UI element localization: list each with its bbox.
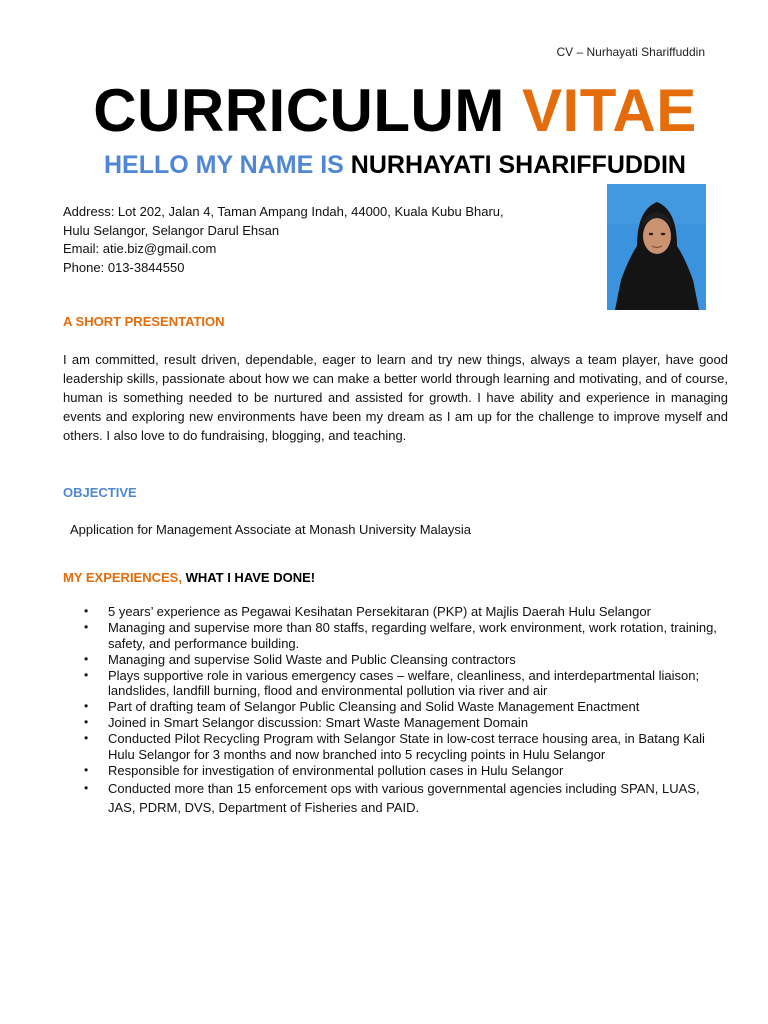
person-name: NURHAYATI SHARIFFUDDIN (350, 151, 686, 179)
name-line (0, 150, 768, 180)
list-item-text: Conducted Pilot Recycling Program with Selangor State in low-cost terrace housing area, in Batang Kali Hulu Selangor for 3 months and now branched into 5 recycling points in Hulu Selangor (108, 731, 705, 762)
list-item (63, 604, 723, 620)
list-item-text: Managing and supervise more than 80 staffs, regarding welfare, work environment, work rotation, training, safety, and performance building. (108, 620, 717, 651)
bullet-icon: • (84, 715, 89, 729)
experience-list (63, 604, 723, 817)
objective-heading: OBJECTIVE (63, 485, 137, 500)
bullet-icon: • (84, 699, 89, 713)
list-item (63, 668, 723, 699)
email-line: Email: atie.biz@gmail.com (63, 241, 217, 256)
document-title (0, 78, 768, 144)
contact-block (63, 203, 583, 277)
bullet-icon: • (84, 620, 89, 634)
presentation-heading: A SHORT PRESENTATION (63, 314, 225, 329)
bullet-icon: • (84, 651, 89, 666)
bullet-icon: • (84, 780, 89, 795)
list-item (63, 731, 723, 762)
list-item (63, 620, 723, 651)
bullet-icon: • (84, 667, 89, 682)
bullet-icon: • (84, 762, 89, 777)
title-part-vitae: VITAE (522, 77, 697, 144)
list-item-text: Responsible for investigation of environmental pollution cases in Hulu Selangor (108, 762, 564, 778)
objective-text: Application for Management Associate at Monash University Malaysia (70, 522, 472, 537)
presentation-paragraph: I am committed, result driven, dependable, eager to learn and try new things, always a team player, have good leadership skills, passionate about how we can make a better world through learning and motivating, and of course, human is something needed to be nurtured and assisted for growth. I have ability and experience in managing events and exploring new environments have been my dream as I am up for the challenge to improve myself and others. I also love to do fundraising, blogging, and teaching. (63, 352, 728, 443)
list-item (63, 763, 723, 779)
experience-heading-part1: MY EXPERIENCES, (63, 570, 186, 585)
list-item-text: 5 years’ experience as Pegawai Kesihatan Persekitaran (PKP) at Majlis Daerah Hulu Selangor (108, 604, 651, 619)
experience-heading-part2: WHAT I HAVE DONE! (185, 570, 316, 585)
list-item-text: Managing and supervise Solid Waste and Public Cleansing contractors (108, 651, 516, 667)
list-item (63, 779, 723, 817)
address-line-1: Address: Lot 202, Jalan 4, Taman Ampang Indah, 44000, Kuala Kubu Bharu, (63, 204, 504, 219)
list-item (63, 699, 723, 715)
title-part-curriculum: CURRICULUM (93, 77, 523, 144)
profile-photo (607, 184, 706, 310)
list-item-text: Conducted more than 15 enforcement ops with various governmental agencies including SPAN, LUAS, JAS, PDRM, DVS, Department of Fisheries and PAID. (108, 780, 700, 815)
bullet-icon: • (84, 604, 89, 618)
profile-photo-illustration (607, 184, 706, 310)
phone-line: Phone: 013-3844550 (63, 259, 185, 275)
list-item-text: Joined in Smart Selangor discussion: Smart Waste Management Domain (108, 715, 529, 730)
hello-prefix: HELLO MY NAME IS (104, 151, 351, 179)
experience-heading (63, 570, 315, 586)
list-item-text: Part of drafting team of Selangor Public Cleansing and Solid Waste Management Enactment (108, 699, 640, 714)
list-item (63, 715, 723, 731)
list-item-text: Plays supportive role in various emergency cases – welfare, cleanliness, and interdepartmental liaison; landslides, landfill burning, flood and environmental pollution via river and air (108, 667, 700, 698)
address-line-2: Hulu Selangor, Selangor Darul Ehsan (63, 222, 280, 238)
list-item (63, 652, 723, 668)
bullet-icon: • (84, 731, 89, 745)
running-header: CV – Nurhayati Shariffuddin (556, 45, 705, 59)
